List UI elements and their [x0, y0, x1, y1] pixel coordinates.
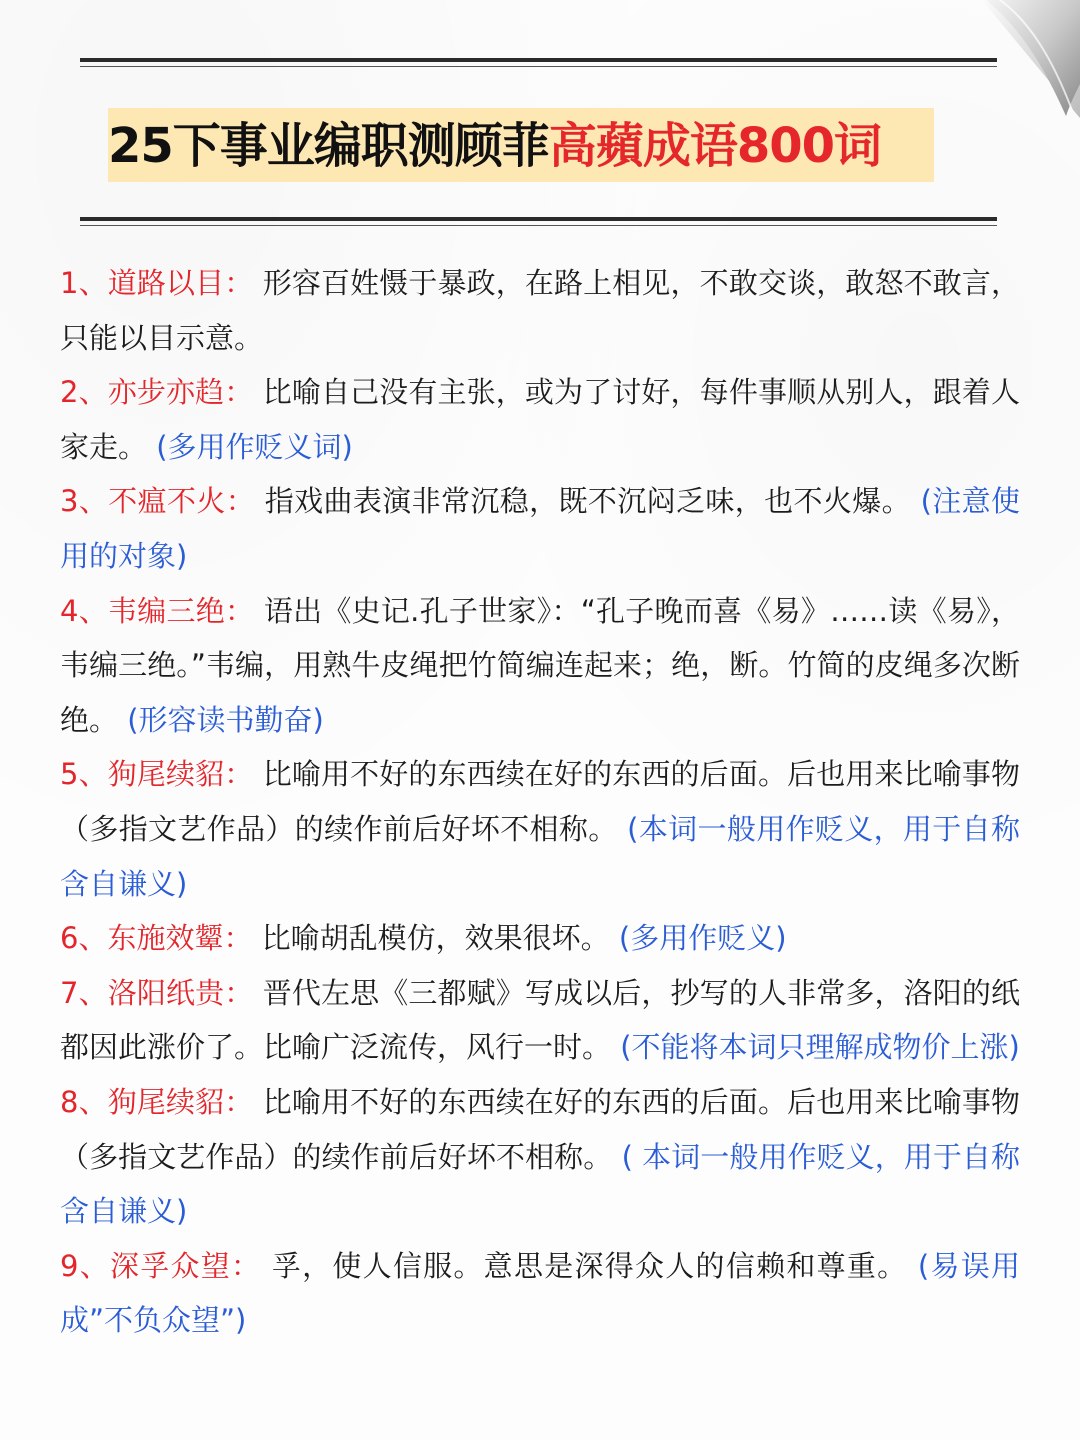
- idiom-entry-1: [60, 256, 1020, 365]
- idiom-note: ( 本词一般用作贬义，用于自称含自谦义): [60, 1139, 1020, 1229]
- bottom-double-rule: [80, 217, 997, 226]
- idiom-entry-5: [60, 747, 1020, 911]
- title-red-part: 高蘋成语800词: [548, 118, 882, 174]
- title-black-part: 25下事业编职测顾菲: [108, 118, 549, 174]
- idiom-definition: 指戏曲表演非常沉稳，既不沉闷乏味，也不火爆。: [255, 484, 921, 519]
- idiom-note: (形容读书勤奋): [127, 702, 324, 737]
- idiom-entry-8: [60, 1075, 1020, 1239]
- idiom-note: (本词一般用作贬义，用于自称含自谦义): [60, 811, 1020, 901]
- idiom-entry-2: [60, 365, 1020, 474]
- idiom-list: [60, 256, 1020, 1348]
- idiom-term: 3、不瘟不火：: [60, 484, 256, 519]
- idiom-definition: 晋代左思《三都赋》写成以后，抄写的人非常多，洛阳的纸都因此涨价了。比喻广泛流传，风行一时。: [60, 975, 1020, 1065]
- idiom-definition: 比喻用不好的东西续在好的东西的后面。后也用来比喻事物（多指文艺作品）的续作前后好坏不相称。: [60, 1084, 1020, 1174]
- top-double-rule: [80, 58, 997, 67]
- idiom-term: 2、亦步亦趋：: [60, 375, 254, 410]
- idiom-definition: 孚，使人信服。意思是深得众人的信赖和尊重。: [261, 1248, 918, 1283]
- idiom-definition: 语出《史记.孔子世家》：“孔子晚而喜《易》……读《易》，韦编三绝。”韦编，用熟牛皮绳把竹简编连起来；绝，断。竹简的皮绳多次断绝。: [60, 593, 1020, 737]
- idiom-definition: 比喻自己没有主张，或为了讨好，每件事顺从别人，跟着人家走。: [60, 375, 1020, 464]
- page-title: [108, 110, 934, 182]
- idiom-term: 6、东施效颦：: [60, 921, 253, 956]
- idiom-note: (注意使用的对象): [60, 484, 1021, 573]
- idiom-entry-3: [60, 474, 1020, 583]
- idiom-term: 5、狗尾续貂：: [60, 757, 254, 792]
- idiom-term: 7、洛阳纸贵：: [60, 975, 254, 1010]
- idiom-entry-9: [60, 1239, 1020, 1348]
- idiom-note: (易误用成”不负众望”): [60, 1248, 1021, 1338]
- idiom-term: 4、韦编三绝：: [60, 593, 255, 628]
- idiom-term: 8、狗尾续貂：: [60, 1084, 254, 1119]
- idiom-entry-6: [60, 911, 1020, 966]
- idiom-entry-7: [60, 966, 1020, 1075]
- idiom-definition: 形容百姓慑于暴政，在路上相见，不敢交谈，敢怒不敢言，只能以目示意。: [60, 266, 1020, 355]
- idiom-term: 9、深孚众望：: [60, 1248, 262, 1283]
- idiom-note: (多用作贬义词): [156, 429, 353, 464]
- idiom-note: (不能将本词只理解成物价上涨): [620, 1030, 1020, 1065]
- idiom-entry-4: [60, 584, 1020, 748]
- idiom-term: 1、道路以目：: [60, 266, 254, 300]
- idiom-definition: 比喻胡乱模仿，效果很坏。: [252, 921, 619, 956]
- idiom-note: (多用作贬义): [618, 921, 787, 956]
- idiom-definition: 比喻用不好的东西续在好的东西的后面。后也用来比喻事物（多指文艺作品）的续作前后好坏不相称。: [60, 757, 1020, 846]
